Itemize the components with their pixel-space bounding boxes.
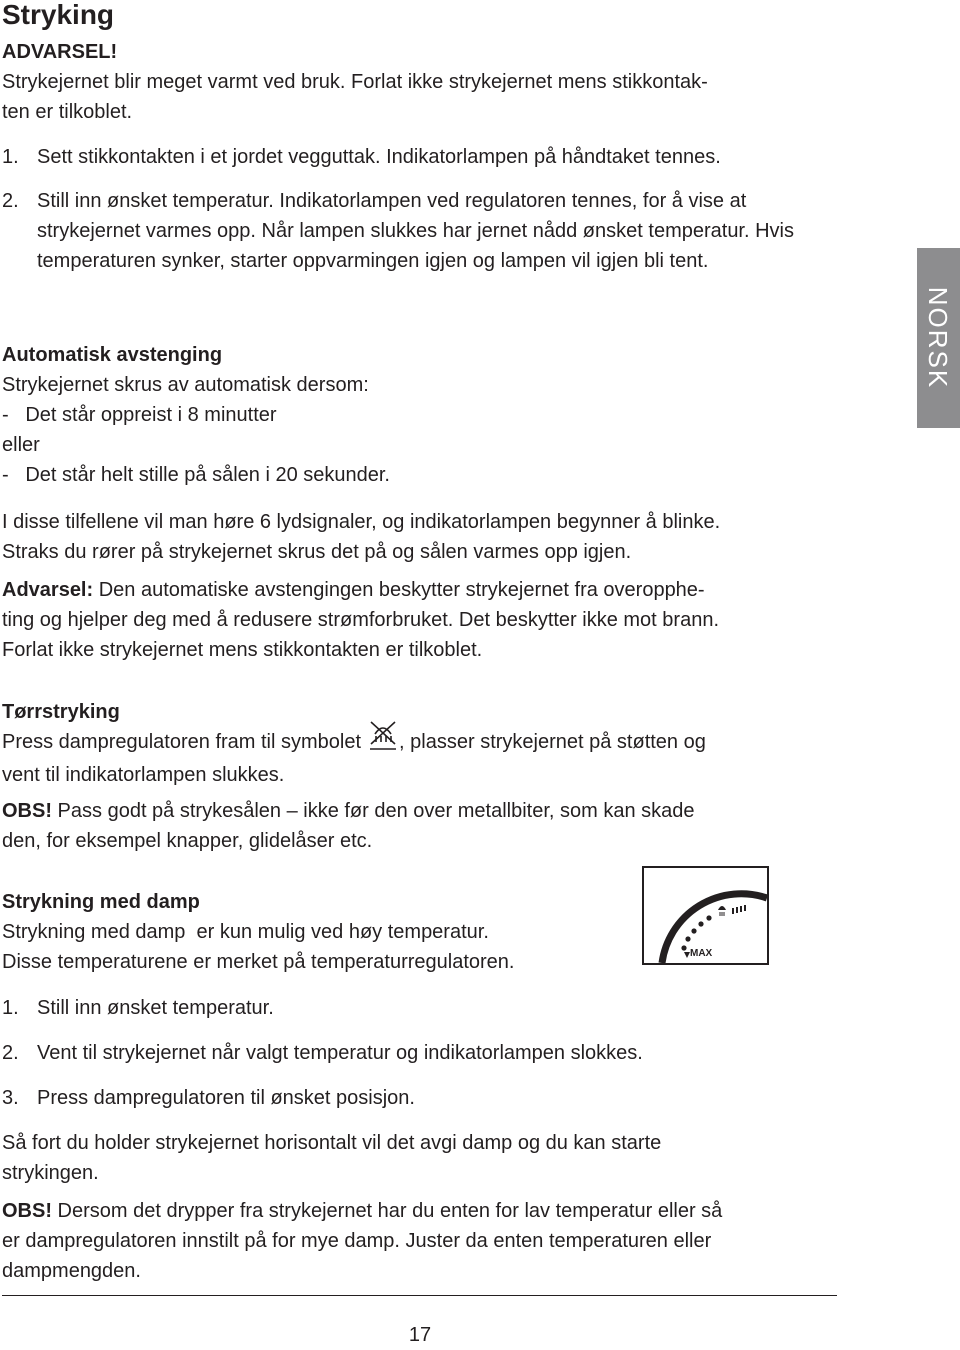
step-number: 1. xyxy=(2,146,19,168)
condition-item: - Det står helt stille på sålen i 20 sekunder. xyxy=(2,464,390,486)
warning-block xyxy=(2,37,708,127)
paragraph-line: Strykning med damp er kun mulig ved høy temperatur. xyxy=(2,921,489,943)
step-number: 2. xyxy=(2,190,19,212)
step-item xyxy=(2,1038,643,1068)
paragraph-line: strykingen. xyxy=(2,1162,99,1184)
obs-text: Pass godt på strykesålen – ikke før den over metallbiter, som kan skade xyxy=(52,800,695,822)
warning-line: Strykejernet blir meget varmt ved bruk. Forlat ikke strykejernet mens stikkontak- xyxy=(2,71,708,93)
section-heading: Tørrstryking xyxy=(2,701,120,723)
step-text: Still inn ønsket temperatur. Indikatorlampen ved regulatoren tennes, for å vise at strykejernet varmes opp. Når lampen slukkes har jernet nådd ønsket temperatur. Hvis temperaturen synker, starter oppvarmingen igjen og lampen vil igjen bli tent. xyxy=(37,190,794,272)
footer-rule xyxy=(2,1295,837,1296)
step-text: Vent til strykejernet når valgt temperatur og indikatorlampen slokkes. xyxy=(37,1042,643,1064)
setup-steps-2 xyxy=(2,186,822,276)
steam-paragraph xyxy=(2,1128,661,1188)
paragraph-line: I disse tilfellene vil man høre 6 lydsignaler, og indikatorlampen begynner å blinke. xyxy=(2,511,721,533)
dial-max-label: MAX xyxy=(690,948,713,959)
steam-steps xyxy=(2,993,274,1023)
text: Press dampregulatoren fram til symbolet xyxy=(2,731,362,753)
no-steam-icon xyxy=(367,730,399,760)
step-number: 1. xyxy=(2,997,19,1019)
obs-line xyxy=(2,1196,722,1226)
section-heading: Automatisk avstenging xyxy=(2,344,223,366)
paragraph: eller xyxy=(2,434,40,456)
text: , plasser strykejernet på støtten og xyxy=(399,731,706,753)
paragraph-line xyxy=(2,727,706,760)
obs-label: OBS! xyxy=(2,800,52,822)
setup-steps xyxy=(2,142,832,172)
warning-line: ten er tilkoblet. xyxy=(2,101,133,123)
step-text: Still inn ønsket temperatur. xyxy=(37,997,274,1019)
steam-steps-2 xyxy=(2,1038,643,1068)
steam-steps-3 xyxy=(2,1083,415,1113)
condition-item: - Det står oppreist i 8 minutter xyxy=(2,404,277,426)
dry-section xyxy=(2,697,706,790)
language-tab xyxy=(917,248,960,428)
warning-line: Forlat ikke strykejernet mens stikkontakten er tilkoblet. xyxy=(2,639,483,661)
dry-obs xyxy=(2,796,695,856)
step-number: 3. xyxy=(2,1087,19,1109)
obs-label: OBS! xyxy=(2,1200,52,1222)
warning-text: Den automatiske avstengingen beskytter strykejernet fra overopphe- xyxy=(93,579,705,601)
paragraph-line: vent til indikatorlampen slukkes. xyxy=(2,764,285,786)
page-title: Stryking xyxy=(2,0,115,30)
page-number: 17 xyxy=(408,1324,432,1346)
step-text: Sett stikkontakten i et jordet vegguttak. Indikatorlampen på håndtaket tennes. xyxy=(37,146,721,168)
paragraph-line: Så fort du holder strykejernet horisontalt vil det avgi damp og du kan starte xyxy=(2,1132,662,1154)
temperature-dial-illustration xyxy=(642,866,769,965)
step-text: Press dampregulatoren til ønsket posisjon. xyxy=(37,1087,415,1109)
obs-line: den, for eksempel knapper, glidelåser etc. xyxy=(2,830,373,852)
section-heading: Strykning med damp xyxy=(2,891,200,913)
obs-line: dampmengden. xyxy=(2,1260,141,1282)
warning-line: ting og hjelper deg med å redusere strømforbruket. Det beskytter ikke mot brann. xyxy=(2,609,720,631)
obs-line: er dampregulatoren innstilt på for mye damp. Juster da enten temperaturen eller xyxy=(2,1230,712,1252)
step-item xyxy=(2,993,274,1023)
warning-label: Advarsel: xyxy=(2,579,94,601)
steam-section xyxy=(2,887,514,977)
warning-heading: ADVARSEL! xyxy=(2,41,118,63)
language-tab-label: NORSK xyxy=(923,286,954,390)
steam-obs xyxy=(2,1196,722,1286)
step-item xyxy=(2,142,832,172)
auto-off-section xyxy=(2,340,390,490)
auto-off-warning xyxy=(2,575,719,665)
paragraph: Strykejernet skrus av automatisk dersom: xyxy=(2,374,369,396)
paragraph-line: Straks du rører på strykejernet skrus det på og sålen varmes opp igjen. xyxy=(2,541,632,563)
auto-off-details xyxy=(2,507,720,567)
obs-text: Dersom det drypper fra strykejernet har du enten for lav temperatur eller så xyxy=(52,1200,723,1222)
warning-line xyxy=(2,575,719,605)
paragraph-line: Disse temperaturene er merket på temperaturregulatoren. xyxy=(2,951,515,973)
obs-line xyxy=(2,796,695,826)
step-item xyxy=(2,1083,415,1113)
step-item xyxy=(2,186,822,276)
step-number: 2. xyxy=(2,1042,19,1064)
